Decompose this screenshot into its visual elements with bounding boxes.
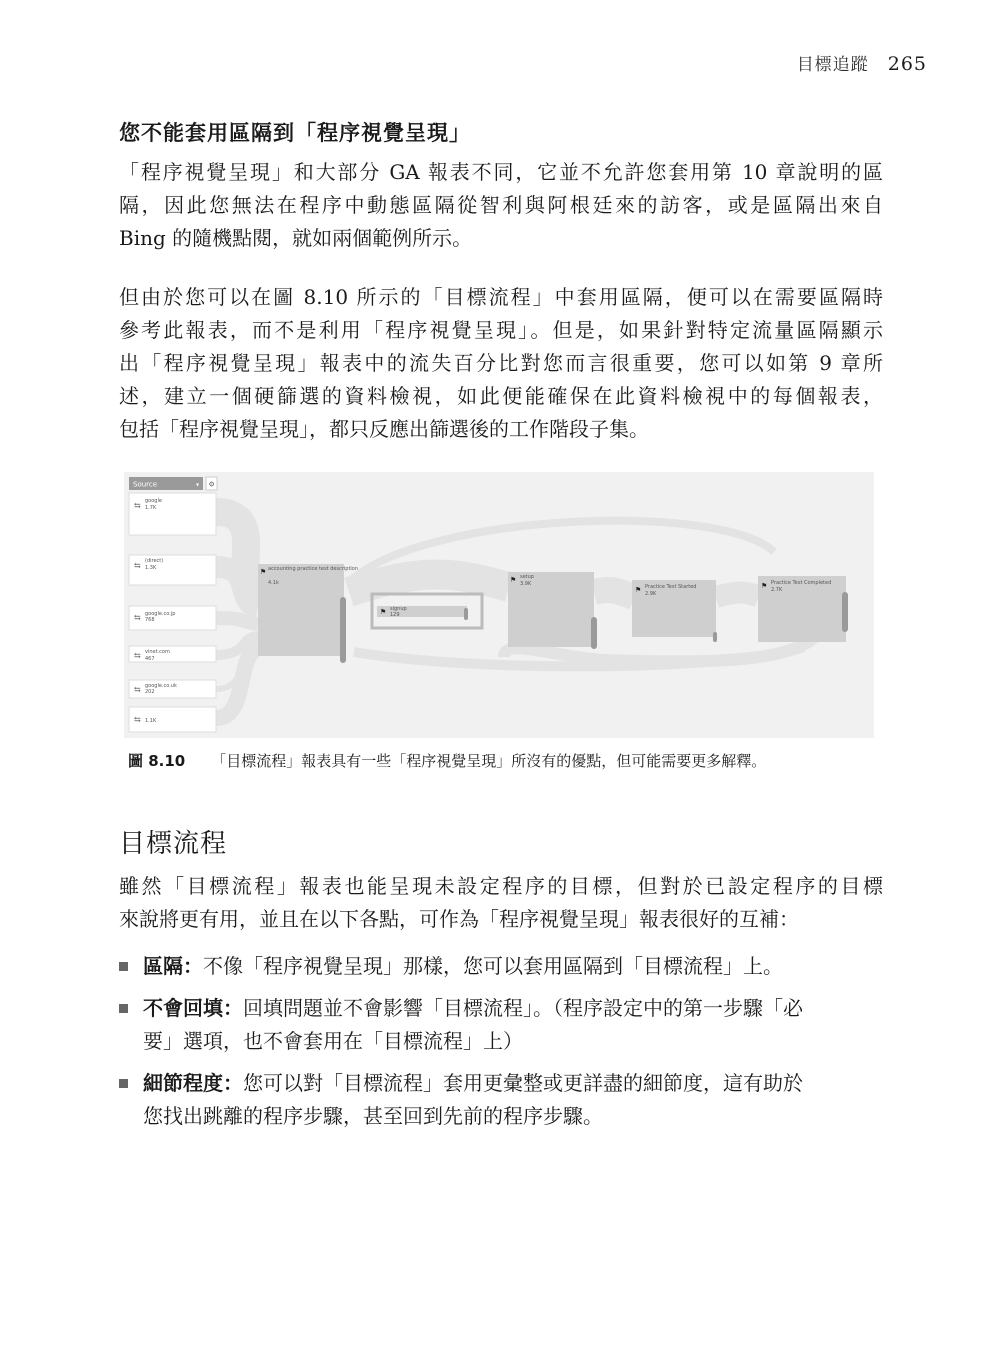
goal-step-node[interactable] bbox=[372, 594, 482, 628]
paragraph-1 bbox=[119, 156, 883, 255]
gear-icon-glyph: ⚙ bbox=[208, 480, 215, 489]
source-node[interactable] bbox=[129, 555, 216, 585]
step-value: 2.7K bbox=[771, 587, 783, 593]
source-value: 1.1K bbox=[145, 718, 157, 724]
bullet-icon bbox=[119, 1079, 128, 1088]
paragraph-line: 隔，因此您無法在程序中動態區隔從智利與阿根廷來的訪客，或是區隔出來自 bbox=[119, 193, 883, 217]
paragraph-3 bbox=[119, 870, 883, 936]
bullet-text: 您找出跳離的程序步驟，甚至回到先前的程序步驟。 bbox=[143, 1104, 603, 1128]
source-node[interactable] bbox=[129, 606, 216, 630]
paragraph-line: 來說將更有用，並且在以下各點，可作為「程序視覺呈現」報表很好的互補： bbox=[119, 907, 799, 931]
step-label: Practice Test Started bbox=[645, 584, 697, 590]
bullet-term: 區隔： bbox=[143, 954, 203, 978]
flow-ribbon bbox=[594, 590, 634, 597]
paragraph-line: 參考此報表，而不是利用「程序視覺呈現」。但是，如果針對特定流量區隔顯示 bbox=[119, 318, 883, 342]
flag-icon: ⚑ bbox=[510, 576, 517, 584]
paragraph-line: 包括「程序視覺呈現」，都只反應出篩選後的工作階段子集。 bbox=[119, 417, 649, 441]
goal-step-node[interactable] bbox=[632, 580, 717, 642]
list-item bbox=[119, 950, 883, 983]
paragraph-line: 「程序視覺呈現」和大部分 GA 報表不同，它並不允許您套用第 10 章說明的區 bbox=[119, 160, 883, 184]
paragraph-line: Bing 的隨機點閱，就如兩個範例所示。 bbox=[119, 226, 473, 250]
bullet-text: 回填問題並不會影響「目標流程」。（程序設定中的第一步驟「必 bbox=[243, 996, 803, 1020]
source-label: google.co.jp bbox=[145, 611, 176, 617]
source-value: 467 bbox=[145, 656, 155, 662]
source-value: 768 bbox=[145, 617, 155, 623]
source-value: 1.3K bbox=[145, 565, 157, 571]
arrow-icon: ⇆ bbox=[134, 715, 141, 724]
step-value: 3.9K bbox=[520, 581, 532, 587]
figure-caption bbox=[128, 750, 766, 771]
goal-step-node[interactable] bbox=[508, 572, 597, 649]
bullet-text: 要」選項，也不會套用在「目標流程」上） bbox=[143, 1029, 523, 1053]
arrow-icon: ⇆ bbox=[134, 561, 141, 570]
goal-flow-figure bbox=[124, 472, 874, 738]
flag-icon: ⚑ bbox=[635, 586, 642, 594]
list-item bbox=[119, 1067, 883, 1133]
bullet-text: 不像「程序視覺呈現」那樣，您可以套用區隔到「目標流程」上。 bbox=[203, 954, 783, 978]
source-node[interactable] bbox=[129, 493, 216, 535]
section-heading-goal-flow: 目標流程 bbox=[119, 829, 228, 859]
step-value: 2.9K bbox=[645, 591, 657, 597]
flag-icon: ⚑ bbox=[761, 582, 768, 590]
flow-ribbon bbox=[216, 650, 258, 718]
chapter-title: 目標追蹤 bbox=[796, 55, 869, 75]
page-number: 265 bbox=[887, 53, 927, 75]
drop-off-bar bbox=[340, 597, 346, 663]
paragraph-2 bbox=[119, 281, 883, 446]
goal-step-node[interactable] bbox=[758, 576, 848, 642]
paragraph-line: 述，建立一個硬篩選的資料檢視，如此便能確保在此資料檢視中的每個報表， bbox=[119, 384, 883, 408]
source-node[interactable] bbox=[129, 680, 216, 698]
step-label: accounting practice test description bbox=[268, 566, 359, 572]
source-label: vinet.com bbox=[145, 649, 170, 655]
paragraph-line: 雖然「目標流程」報表也能呈現未設定程序的目標，但對於已設定程序的目標 bbox=[119, 874, 883, 898]
goal-flow-diagram bbox=[124, 472, 874, 738]
arrow-icon: ⇆ bbox=[134, 651, 141, 660]
source-node[interactable] bbox=[129, 707, 216, 732]
step-label: signup bbox=[390, 606, 407, 612]
flow-ribbon bbox=[716, 592, 759, 597]
bullet-term: 細節程度： bbox=[143, 1071, 243, 1095]
source-label: google.co.uk bbox=[145, 683, 177, 689]
arrow-icon: ⇆ bbox=[134, 685, 141, 694]
paragraph-line: 但由於您可以在圖 8.10 所示的「目標流程」中套用區隔，便可以在需要區隔時 bbox=[119, 285, 883, 309]
source-value: 1.7K bbox=[145, 505, 157, 511]
source-node[interactable] bbox=[129, 646, 216, 662]
step-value: 129 bbox=[390, 612, 400, 618]
flow-ribbon bbox=[349, 575, 509, 593]
source-dropdown-label: Source bbox=[133, 480, 158, 489]
source-label: google bbox=[145, 498, 162, 504]
chevron-down-icon: ▾ bbox=[196, 481, 200, 489]
flow-ribbon bbox=[216, 618, 258, 624]
arrow-icon: ⇆ bbox=[134, 613, 141, 622]
drop-off-bar bbox=[464, 608, 468, 620]
source-value: 202 bbox=[145, 689, 155, 695]
drop-off-bar bbox=[842, 592, 848, 632]
bullet-list bbox=[119, 950, 883, 1142]
running-header bbox=[797, 50, 927, 75]
step-label: setup bbox=[520, 574, 534, 580]
section-heading-segments: 您不能套用區隔到「程序視覺呈現」 bbox=[119, 121, 471, 145]
bullet-term: 不會回填： bbox=[143, 996, 243, 1020]
step-label: Practice Test Completed bbox=[771, 580, 832, 586]
drop-off-bar bbox=[591, 617, 597, 649]
list-item bbox=[119, 992, 883, 1058]
paragraph-line: 出「程序視覺呈現」報表中的流失百分比對您而言很重要，您可以如第 9 章所 bbox=[119, 351, 883, 375]
goal-step-node[interactable] bbox=[258, 564, 358, 663]
caption-text: 「目標流程」報表具有一些「程序視覺呈現」所沒有的優點，但可能需要更多解釋。 bbox=[211, 752, 767, 770]
step-value: 4.1k bbox=[268, 580, 279, 586]
flag-icon: ⚑ bbox=[380, 608, 387, 616]
drop-off-bar bbox=[713, 632, 717, 642]
bullet-icon bbox=[119, 1004, 128, 1013]
arrow-icon: ⇆ bbox=[134, 501, 141, 510]
bullet-icon bbox=[119, 962, 128, 971]
caption-number: 圖 8.10 bbox=[128, 752, 186, 770]
flag-icon: ⚑ bbox=[260, 568, 267, 576]
bullet-text: 您可以對「目標流程」套用更彙整或更詳盡的細節度，這有助於 bbox=[243, 1071, 803, 1095]
source-label: (direct) bbox=[145, 558, 164, 564]
